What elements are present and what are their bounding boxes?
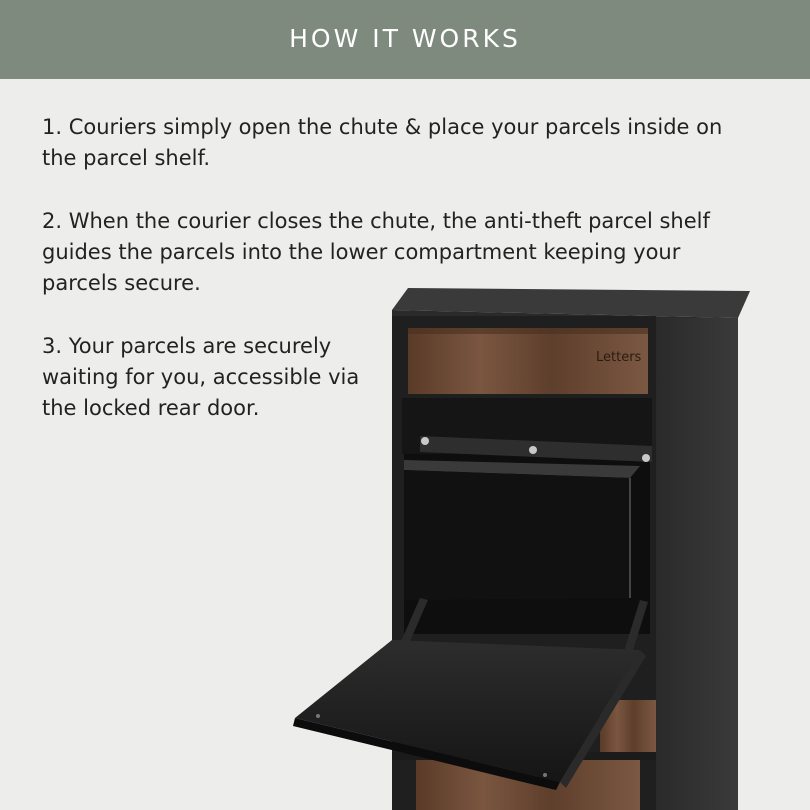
page-title: HOW IT WORKS bbox=[289, 24, 521, 53]
box-side bbox=[656, 318, 738, 810]
step-1-text: 1. Couriers simply open the chute & place your parcels inside on the parcel shelf. bbox=[42, 115, 723, 170]
step-3-text: 3. Your parcels are securely waiting for you, accessible via the locked rear door. bbox=[42, 334, 360, 420]
step-2-text: 2. When the courier closes the chute, the anti-theft parcel shelf guides the parcels into the lower compartment keeping your parcels secure. bbox=[42, 209, 710, 295]
letters-label: Letters bbox=[596, 350, 642, 365]
